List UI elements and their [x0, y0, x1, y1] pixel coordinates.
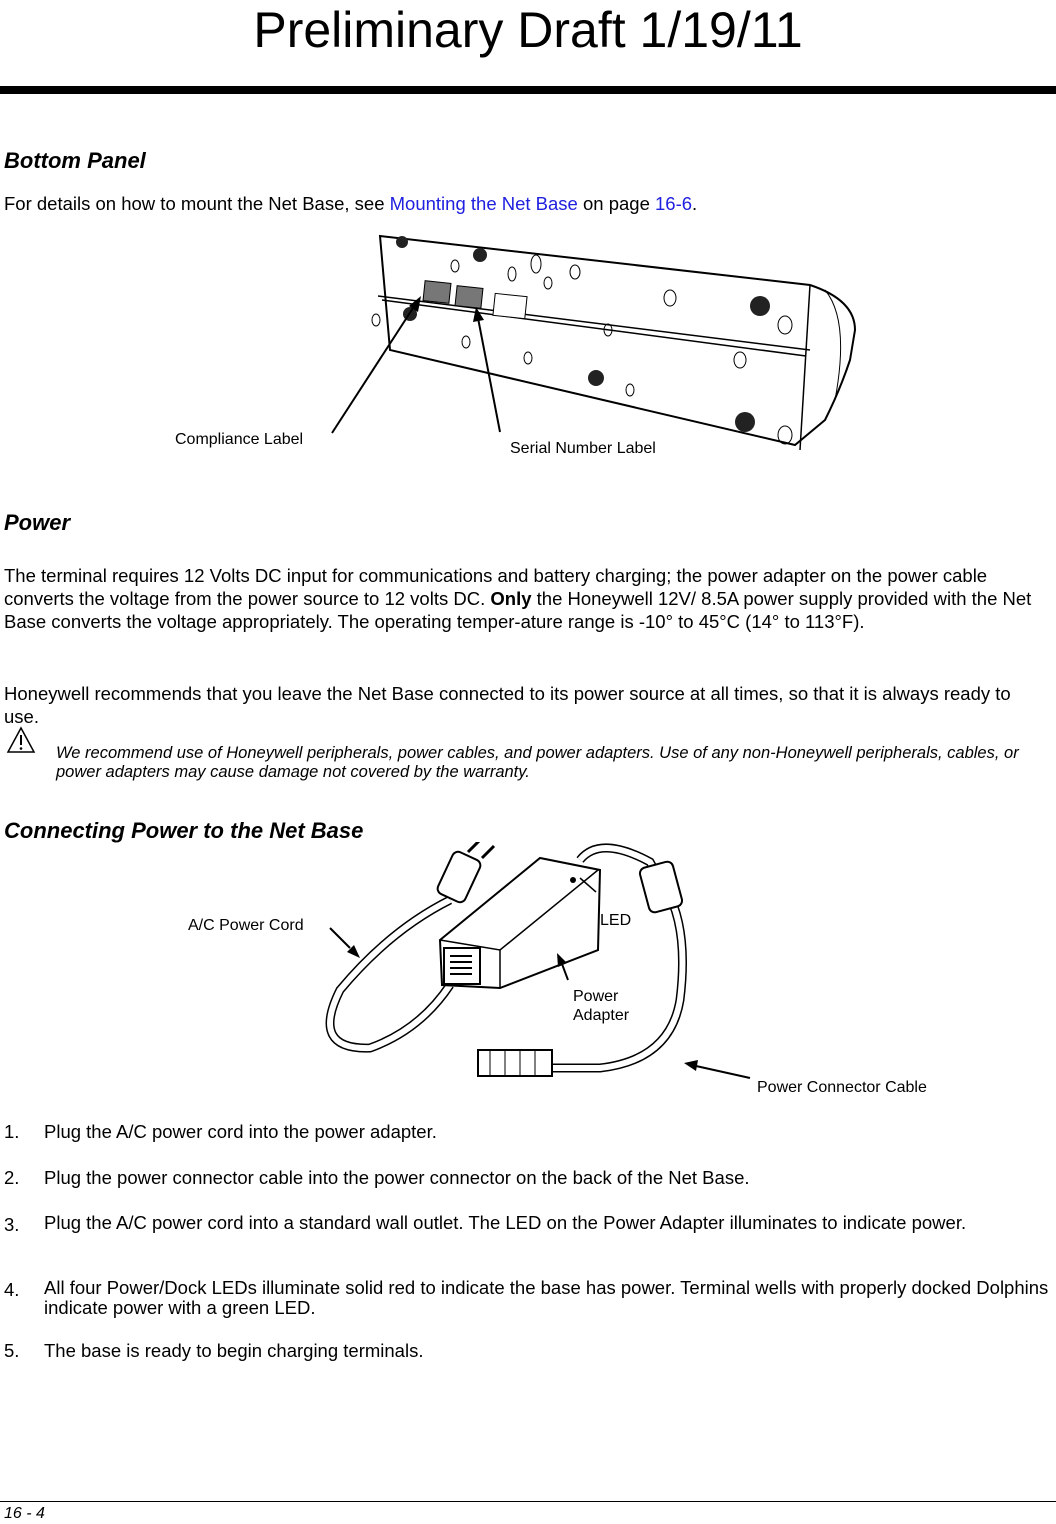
- power-p1-a: The terminal requires 12 Volts DC input for communications and battery charging; the power adapter on the power cable converts the voltage from the power source to 12 volts DC.: [4, 565, 988, 609]
- mounting-link[interactable]: Mounting the Net Base: [389, 193, 578, 214]
- step-text: Plug the power connector cable into the power connector on the back of the Net Base.: [44, 1167, 750, 1188]
- step-text: Plug the A/C power cord into a standard wall outlet. The LED on the Power Adapter illuminates to indicate power.: [44, 1212, 967, 1233]
- net-base-bottom-illustration: [160, 220, 880, 470]
- intro-mid: on page: [577, 193, 655, 214]
- list-item: [4, 1213, 1050, 1278]
- steps-list: [4, 1120, 1050, 1379]
- adapter-caption: Adapter: [573, 1007, 630, 1024]
- power-connector-cable-caption: Power Connector Cable: [757, 1079, 927, 1096]
- header-rule: [0, 86, 1056, 94]
- connecting-heading: Connecting Power to the Net Base: [4, 818, 364, 843]
- step-number: 5.: [4, 1340, 20, 1361]
- step-text: All four Power/Dock LEDs illuminate solid red to indicate the base has power. Terminal wells with properly docked Dolphins indicate power with a green LED.: [44, 1277, 1049, 1318]
- power-p1-bold: Only: [490, 588, 532, 609]
- power-heading: Power: [4, 510, 71, 535]
- ac-power-cord-caption: A/C Power Cord: [188, 917, 304, 934]
- step-number: 1.: [4, 1121, 20, 1142]
- power-paragraph-1: [4, 564, 1050, 633]
- bottom-panel-intro: [4, 192, 1044, 215]
- power-paragraph-2: Honeywell recommends that you leave the Net Base connected to its power source at all times, so that it is always ready to use.: [4, 683, 1011, 727]
- power-p1-b: the Honeywell 12V/ 8.5A power supply provided with the Net Base converts the voltage appropriately. The operating temper-ature range is -10° to 45°C (14° to 113°F).: [4, 588, 1032, 632]
- serial-number-label-caption: Serial Number Label: [510, 440, 656, 457]
- footer-rule: [0, 1501, 1056, 1502]
- draft-stamp: Preliminary Draft 1/19/11: [253, 2, 803, 58]
- intro-text: For details on how to mount the Net Base, see: [4, 193, 390, 214]
- list-item: [4, 1166, 1050, 1213]
- list-item: [4, 1339, 1050, 1379]
- power-caption: Power: [573, 988, 619, 1005]
- list-item: [4, 1278, 1050, 1339]
- compliance-label-caption: Compliance Label: [175, 431, 304, 448]
- list-item: [4, 1120, 1050, 1166]
- step-text: The base is ready to begin charging terminals.: [44, 1340, 424, 1361]
- caution-icon: [6, 726, 36, 754]
- step-number: 4.: [4, 1279, 20, 1300]
- page-link[interactable]: 16-6: [655, 193, 693, 214]
- caution-note: We recommend use of Honeywell peripherals, power cables, and power adapters. Use of any non-Honeywell peripherals, cables, or power adapters may cause damage not covered by the warranty.: [56, 744, 1019, 781]
- page-number: 16 - 4: [4, 1505, 45, 1522]
- step-text: Plug the A/C power cord into the power adapter.: [44, 1121, 437, 1142]
- step-number: 2.: [4, 1167, 20, 1188]
- bottom-panel-heading: Bottom Panel: [4, 148, 146, 173]
- led-caption: LED: [600, 912, 632, 929]
- step-number: 3.: [4, 1214, 20, 1235]
- power-adapter-illustration: [180, 842, 960, 1102]
- intro-end: .: [692, 193, 698, 214]
